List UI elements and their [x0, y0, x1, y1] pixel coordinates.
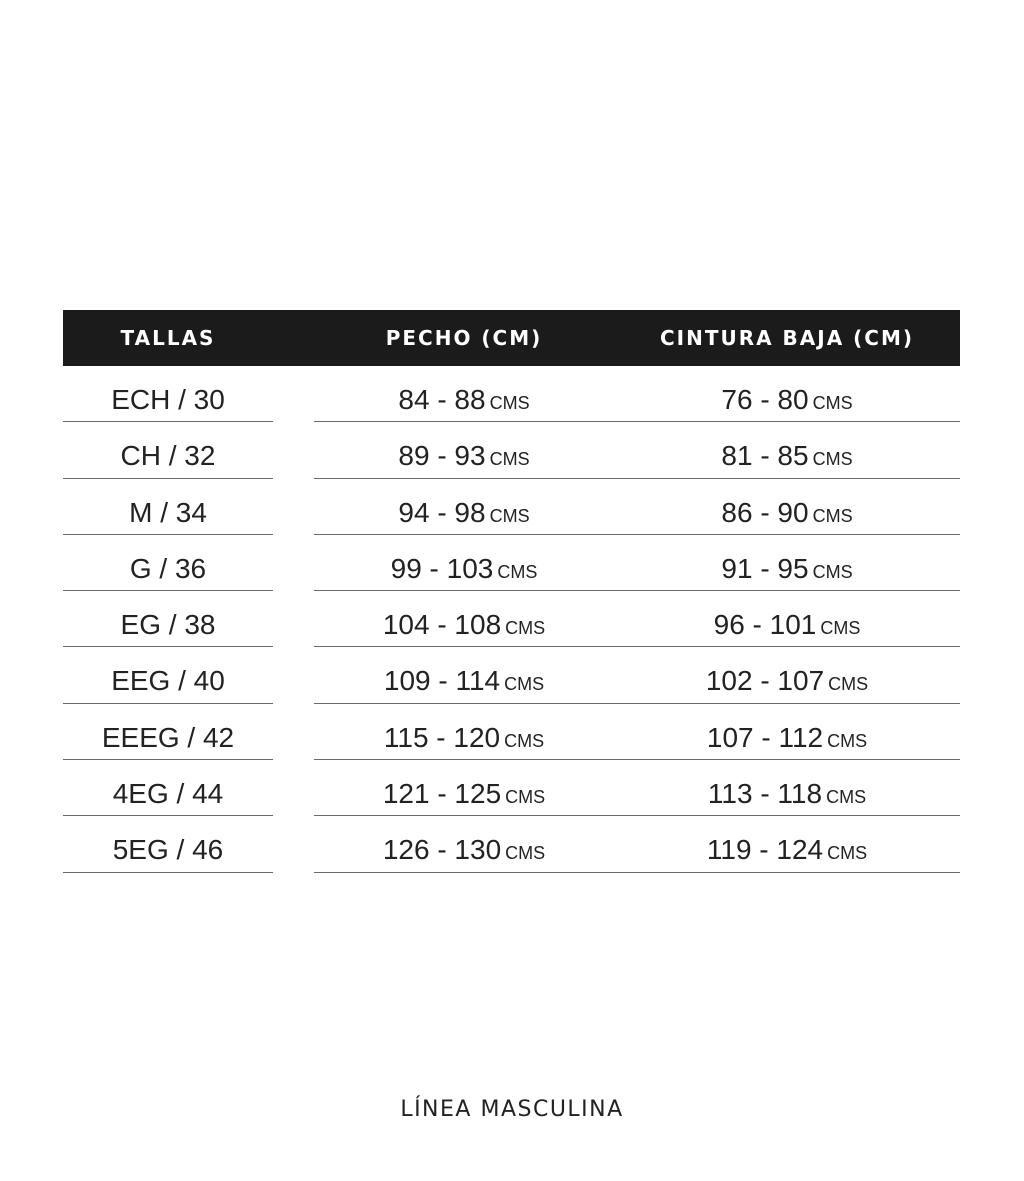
cell-talla: EEEG / 42: [101, 721, 235, 753]
unit-label: CMS: [820, 618, 861, 639]
cell-pecho: [314, 704, 614, 760]
cell-cintura: [614, 704, 960, 760]
cell-pecho: [314, 535, 614, 591]
cell-pecho-value: 84 - 88: [398, 384, 486, 415]
cell-pecho: [314, 760, 614, 816]
cell-cintura-value: 102 - 107: [705, 665, 825, 697]
table-row: [63, 647, 960, 703]
cell-pecho: [314, 422, 614, 478]
cell-pecho-value: 89 - 93: [398, 440, 486, 472]
unit-label: CMS: [505, 787, 546, 808]
cell-cintura-value: 91 - 95: [721, 552, 809, 584]
unit-label: CMS: [812, 561, 853, 582]
table-body: [63, 366, 960, 873]
cell-cintura-value: 113 - 118: [707, 778, 823, 810]
cell-talla: ECH / 30: [111, 384, 225, 415]
unit-label: CMS: [812, 449, 853, 470]
unit-label: CMS: [505, 618, 546, 639]
row-divider: [314, 872, 960, 873]
footer-label: LÍNEA MASCULINA: [400, 1097, 624, 1122]
cell-cintura: [614, 422, 960, 478]
cell-cintura-value: 76 - 80: [721, 384, 809, 415]
cell-pecho: [314, 366, 614, 422]
cell-cintura-value: 86 - 90: [721, 496, 809, 528]
cell-pecho: [314, 647, 614, 703]
cell-pecho-value: 104 - 108: [382, 609, 502, 641]
cell-pecho-value: 94 - 98: [398, 496, 486, 528]
cell-pecho-value: 99 - 103: [390, 552, 494, 584]
table-row: [63, 422, 960, 478]
cell-cintura-value: 81 - 85: [721, 440, 809, 472]
table-row: [63, 366, 960, 422]
unit-label: CMS: [812, 505, 853, 526]
cell-cintura: [614, 816, 960, 872]
unit-label: CMS: [828, 674, 869, 695]
cell-talla: M / 34: [129, 496, 207, 528]
unit-label: CMS: [826, 787, 867, 808]
cell-cintura: [614, 535, 960, 591]
unit-label: CMS: [489, 505, 530, 526]
cell-talla: G / 36: [129, 552, 207, 584]
table-row: [63, 760, 960, 816]
unit-label: CMS: [489, 449, 530, 470]
cell-cintura: [614, 479, 960, 535]
cell-pecho-value: 121 - 125: [382, 778, 502, 810]
cell-pecho-value: 109 - 114: [383, 665, 501, 697]
cell-cintura: [614, 591, 960, 647]
header-pecho: PECHO (CM): [385, 326, 543, 350]
row-divider: [63, 872, 273, 873]
header-tallas: TALLAS: [120, 326, 216, 350]
cell-pecho: [314, 479, 614, 535]
table-header-row: [63, 310, 960, 366]
cell-cintura: [614, 366, 960, 422]
unit-label: CMS: [812, 393, 853, 413]
size-chart-table: [63, 310, 960, 873]
header-cintura: CINTURA BAJA (CM): [659, 326, 915, 350]
cell-talla: 5EG / 46: [112, 834, 224, 866]
cell-pecho-value: 126 - 130: [382, 834, 502, 866]
cell-pecho: [314, 591, 614, 647]
cell-talla: EEG / 40: [111, 665, 225, 697]
table-row: [63, 704, 960, 760]
unit-label: CMS: [504, 674, 545, 695]
unit-label: CMS: [827, 843, 868, 864]
unit-label: CMS: [489, 393, 530, 413]
table-row: [63, 816, 960, 872]
unit-label: CMS: [504, 730, 545, 751]
unit-label: CMS: [827, 730, 868, 751]
table-row: [63, 535, 960, 591]
cell-cintura-value: 96 - 101: [713, 609, 817, 641]
unit-label: CMS: [497, 561, 538, 582]
table-row: [63, 591, 960, 647]
cell-talla: CH / 32: [120, 440, 216, 472]
cell-pecho-value: 115 - 120: [383, 721, 501, 753]
table-row: [63, 479, 960, 535]
cell-pecho: [314, 816, 614, 872]
cell-cintura: [614, 760, 960, 816]
cell-cintura-value: 107 - 112: [706, 721, 824, 753]
unit-label: CMS: [505, 843, 546, 864]
cell-cintura: [614, 647, 960, 703]
cell-talla: 4EG / 44: [112, 778, 224, 810]
cell-talla: EG / 38: [120, 609, 216, 641]
cell-cintura-value: 119 - 124: [706, 834, 824, 866]
